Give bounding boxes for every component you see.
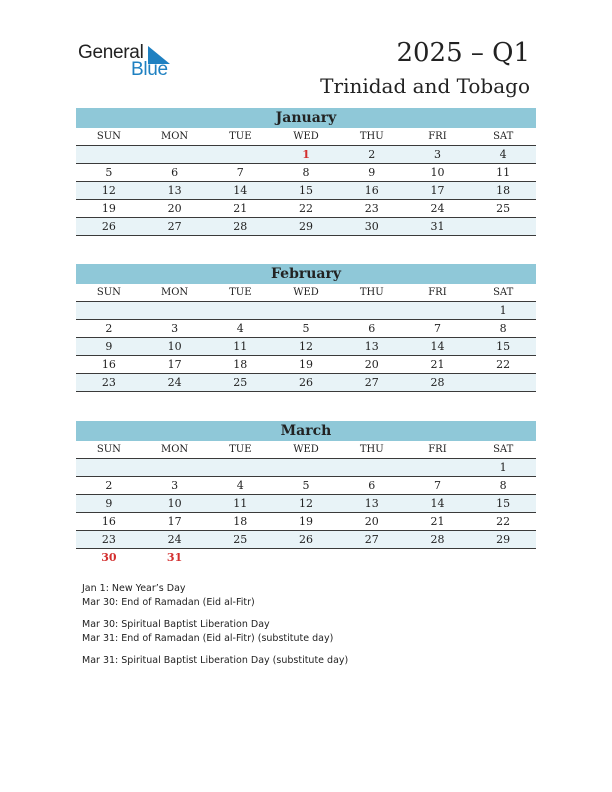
day-cell: 11 bbox=[233, 497, 248, 510]
weekday-label: MON bbox=[160, 287, 189, 298]
weekday-header-row bbox=[76, 441, 536, 459]
month-march bbox=[76, 421, 536, 566]
day-cell: 7 bbox=[236, 166, 244, 179]
week-row bbox=[76, 146, 536, 164]
day-cell bbox=[207, 146, 273, 163]
day-cell: 13 bbox=[167, 184, 182, 197]
weekday-label: THU bbox=[359, 287, 384, 298]
holiday-notes bbox=[82, 582, 348, 668]
day-cell: 1 bbox=[499, 304, 507, 317]
day-cell: 27 bbox=[364, 533, 379, 546]
day-cell: 26 bbox=[101, 220, 116, 233]
page-title: 2025 – Q1 bbox=[396, 38, 530, 68]
day-cell: 11 bbox=[496, 166, 511, 179]
day-cell bbox=[207, 302, 273, 319]
day-cell: 22 bbox=[299, 202, 314, 215]
day-cell: 21 bbox=[233, 202, 248, 215]
day-cell: 30 bbox=[101, 551, 117, 564]
day-cell: 12 bbox=[299, 340, 314, 353]
day-cell bbox=[142, 459, 208, 476]
week-row bbox=[76, 200, 536, 218]
day-cell: 15 bbox=[496, 340, 511, 353]
month-title: February bbox=[76, 264, 536, 284]
week-row bbox=[76, 302, 536, 320]
day-cell: 20 bbox=[364, 358, 379, 371]
day-cell: 10 bbox=[167, 497, 182, 510]
day-cell: 21 bbox=[430, 358, 445, 371]
day-cell: 31 bbox=[430, 220, 445, 233]
week-row bbox=[76, 531, 536, 549]
logo bbox=[78, 42, 178, 82]
day-cell: 9 bbox=[105, 340, 113, 353]
day-cell: 15 bbox=[299, 184, 314, 197]
holiday-note: Mar 31: Spiritual Baptist Liberation Day (substitute day) bbox=[82, 655, 349, 666]
day-cell: 4 bbox=[236, 479, 244, 492]
day-cell: 24 bbox=[430, 202, 445, 215]
day-cell: 23 bbox=[364, 202, 379, 215]
holiday-note: Mar 30: Spiritual Baptist Liberation Day bbox=[82, 619, 270, 630]
day-cell: 1 bbox=[499, 461, 507, 474]
day-cell: 20 bbox=[364, 515, 379, 528]
day-cell bbox=[470, 218, 536, 235]
weekday-label: MON bbox=[160, 444, 189, 455]
day-cell bbox=[405, 302, 471, 319]
day-cell: 4 bbox=[499, 148, 507, 161]
week-row bbox=[76, 495, 536, 513]
weekday-label: WED bbox=[293, 287, 319, 298]
day-cell: 23 bbox=[101, 533, 116, 546]
holiday-note: Jan 1: New Year’s Day bbox=[82, 583, 186, 594]
day-cell: 24 bbox=[167, 533, 182, 546]
day-cell: 16 bbox=[101, 358, 116, 371]
weekday-label: FRI bbox=[428, 287, 447, 298]
day-cell: 18 bbox=[233, 358, 248, 371]
day-cell bbox=[207, 549, 273, 566]
weekday-label: TUE bbox=[229, 444, 252, 455]
day-cell: 2 bbox=[105, 479, 113, 492]
weekday-label: SAT bbox=[493, 131, 514, 142]
day-cell: 30 bbox=[364, 220, 379, 233]
week-row bbox=[76, 320, 536, 338]
weekday-label: WED bbox=[293, 444, 319, 455]
day-cell: 14 bbox=[233, 184, 248, 197]
day-cell: 19 bbox=[299, 515, 314, 528]
day-cell: 5 bbox=[105, 166, 113, 179]
week-row bbox=[76, 356, 536, 374]
day-cell: 4 bbox=[236, 322, 244, 335]
weekday-label: SUN bbox=[96, 287, 121, 298]
day-cell: 29 bbox=[496, 533, 511, 546]
week-row bbox=[76, 164, 536, 182]
weekday-label: SUN bbox=[96, 444, 121, 455]
day-cell: 23 bbox=[101, 376, 116, 389]
day-cell: 20 bbox=[167, 202, 182, 215]
day-cell: 18 bbox=[496, 184, 511, 197]
day-cell: 28 bbox=[233, 220, 248, 233]
day-cell bbox=[76, 302, 142, 319]
day-cell: 6 bbox=[368, 479, 376, 492]
page-subtitle: Trinidad and Tobago bbox=[320, 74, 530, 98]
week-row bbox=[76, 477, 536, 495]
weekday-label: THU bbox=[359, 131, 384, 142]
week-row bbox=[76, 182, 536, 200]
day-cell: 26 bbox=[299, 376, 314, 389]
day-cell: 25 bbox=[496, 202, 511, 215]
day-cell bbox=[273, 459, 339, 476]
day-cell: 18 bbox=[233, 515, 248, 528]
day-cell bbox=[273, 302, 339, 319]
day-cell bbox=[339, 302, 405, 319]
day-cell: 27 bbox=[167, 220, 182, 233]
weekday-label: FRI bbox=[428, 444, 447, 455]
week-row bbox=[76, 338, 536, 356]
day-cell: 16 bbox=[101, 515, 116, 528]
day-cell: 28 bbox=[430, 533, 445, 546]
day-cell: 14 bbox=[430, 340, 445, 353]
day-cell: 2 bbox=[368, 148, 376, 161]
day-cell: 5 bbox=[302, 479, 310, 492]
day-cell: 3 bbox=[171, 322, 179, 335]
day-cell: 8 bbox=[499, 322, 507, 335]
day-cell: 3 bbox=[433, 148, 441, 161]
month-february bbox=[76, 264, 536, 392]
day-cell: 9 bbox=[368, 166, 376, 179]
day-cell bbox=[405, 549, 471, 566]
weekday-label: SUN bbox=[96, 131, 121, 142]
day-cell: 25 bbox=[233, 376, 248, 389]
day-cell: 22 bbox=[496, 515, 511, 528]
day-cell: 17 bbox=[167, 358, 182, 371]
weekday-label: THU bbox=[359, 444, 384, 455]
day-cell: 11 bbox=[233, 340, 248, 353]
month-january bbox=[76, 108, 536, 236]
week-row bbox=[76, 549, 536, 566]
day-cell bbox=[470, 374, 536, 391]
weekday-header-row bbox=[76, 284, 536, 302]
day-cell: 31 bbox=[166, 551, 183, 564]
day-cell: 17 bbox=[167, 515, 182, 528]
day-cell bbox=[76, 459, 142, 476]
weekday-label: WED bbox=[293, 131, 319, 142]
day-cell: 29 bbox=[299, 220, 314, 233]
day-cell: 28 bbox=[430, 376, 445, 389]
day-cell: 13 bbox=[364, 340, 379, 353]
day-cell bbox=[273, 549, 339, 566]
day-cell: 25 bbox=[233, 533, 248, 546]
day-cell: 26 bbox=[299, 533, 314, 546]
day-cell: 8 bbox=[302, 166, 310, 179]
day-cell: 6 bbox=[171, 166, 179, 179]
weekday-label: FRI bbox=[428, 131, 447, 142]
day-cell: 6 bbox=[368, 322, 376, 335]
day-cell: 9 bbox=[105, 497, 113, 510]
weekday-header-row bbox=[76, 128, 536, 146]
week-row bbox=[76, 459, 536, 477]
day-cell: 5 bbox=[302, 322, 310, 335]
day-cell: 7 bbox=[433, 322, 441, 335]
day-cell bbox=[76, 146, 142, 163]
day-cell bbox=[405, 459, 471, 476]
day-cell: 17 bbox=[430, 184, 445, 197]
day-cell: 27 bbox=[364, 376, 379, 389]
day-cell: 22 bbox=[496, 358, 511, 371]
day-cell: 15 bbox=[496, 497, 511, 510]
day-cell: 10 bbox=[430, 166, 445, 179]
day-cell: 21 bbox=[430, 515, 445, 528]
day-cell: 12 bbox=[101, 184, 116, 197]
weekday-label: SAT bbox=[493, 444, 514, 455]
day-cell: 19 bbox=[299, 358, 314, 371]
day-cell: 7 bbox=[433, 479, 441, 492]
week-row bbox=[76, 218, 536, 236]
day-cell: 12 bbox=[299, 497, 314, 510]
day-cell: 13 bbox=[364, 497, 379, 510]
day-cell: 1 bbox=[302, 148, 310, 161]
weekday-label: TUE bbox=[229, 131, 252, 142]
week-row bbox=[76, 513, 536, 531]
weekday-label: SAT bbox=[493, 287, 514, 298]
day-cell: 10 bbox=[167, 340, 182, 353]
day-cell bbox=[142, 302, 208, 319]
day-cell: 8 bbox=[499, 479, 507, 492]
logo-word-blue: Blue bbox=[131, 59, 168, 80]
holiday-note: Mar 30: End of Ramadan (Eid al-Fitr) bbox=[82, 597, 255, 608]
day-cell bbox=[339, 549, 405, 566]
day-cell bbox=[339, 459, 405, 476]
day-cell: 24 bbox=[167, 376, 182, 389]
logo-word-general: General bbox=[78, 42, 144, 63]
holiday-note: Mar 31: End of Ramadan (Eid al-Fitr) (substitute day) bbox=[82, 633, 334, 644]
day-cell: 19 bbox=[101, 202, 116, 215]
day-cell bbox=[142, 146, 208, 163]
month-title: January bbox=[76, 108, 536, 128]
day-cell bbox=[207, 459, 273, 476]
weekday-label: MON bbox=[160, 131, 189, 142]
day-cell bbox=[470, 549, 536, 566]
weekday-label: TUE bbox=[229, 287, 252, 298]
day-cell: 16 bbox=[364, 184, 379, 197]
week-row bbox=[76, 374, 536, 392]
day-cell: 2 bbox=[105, 322, 113, 335]
day-cell: 3 bbox=[171, 479, 179, 492]
day-cell: 14 bbox=[430, 497, 445, 510]
month-title: March bbox=[76, 421, 536, 441]
